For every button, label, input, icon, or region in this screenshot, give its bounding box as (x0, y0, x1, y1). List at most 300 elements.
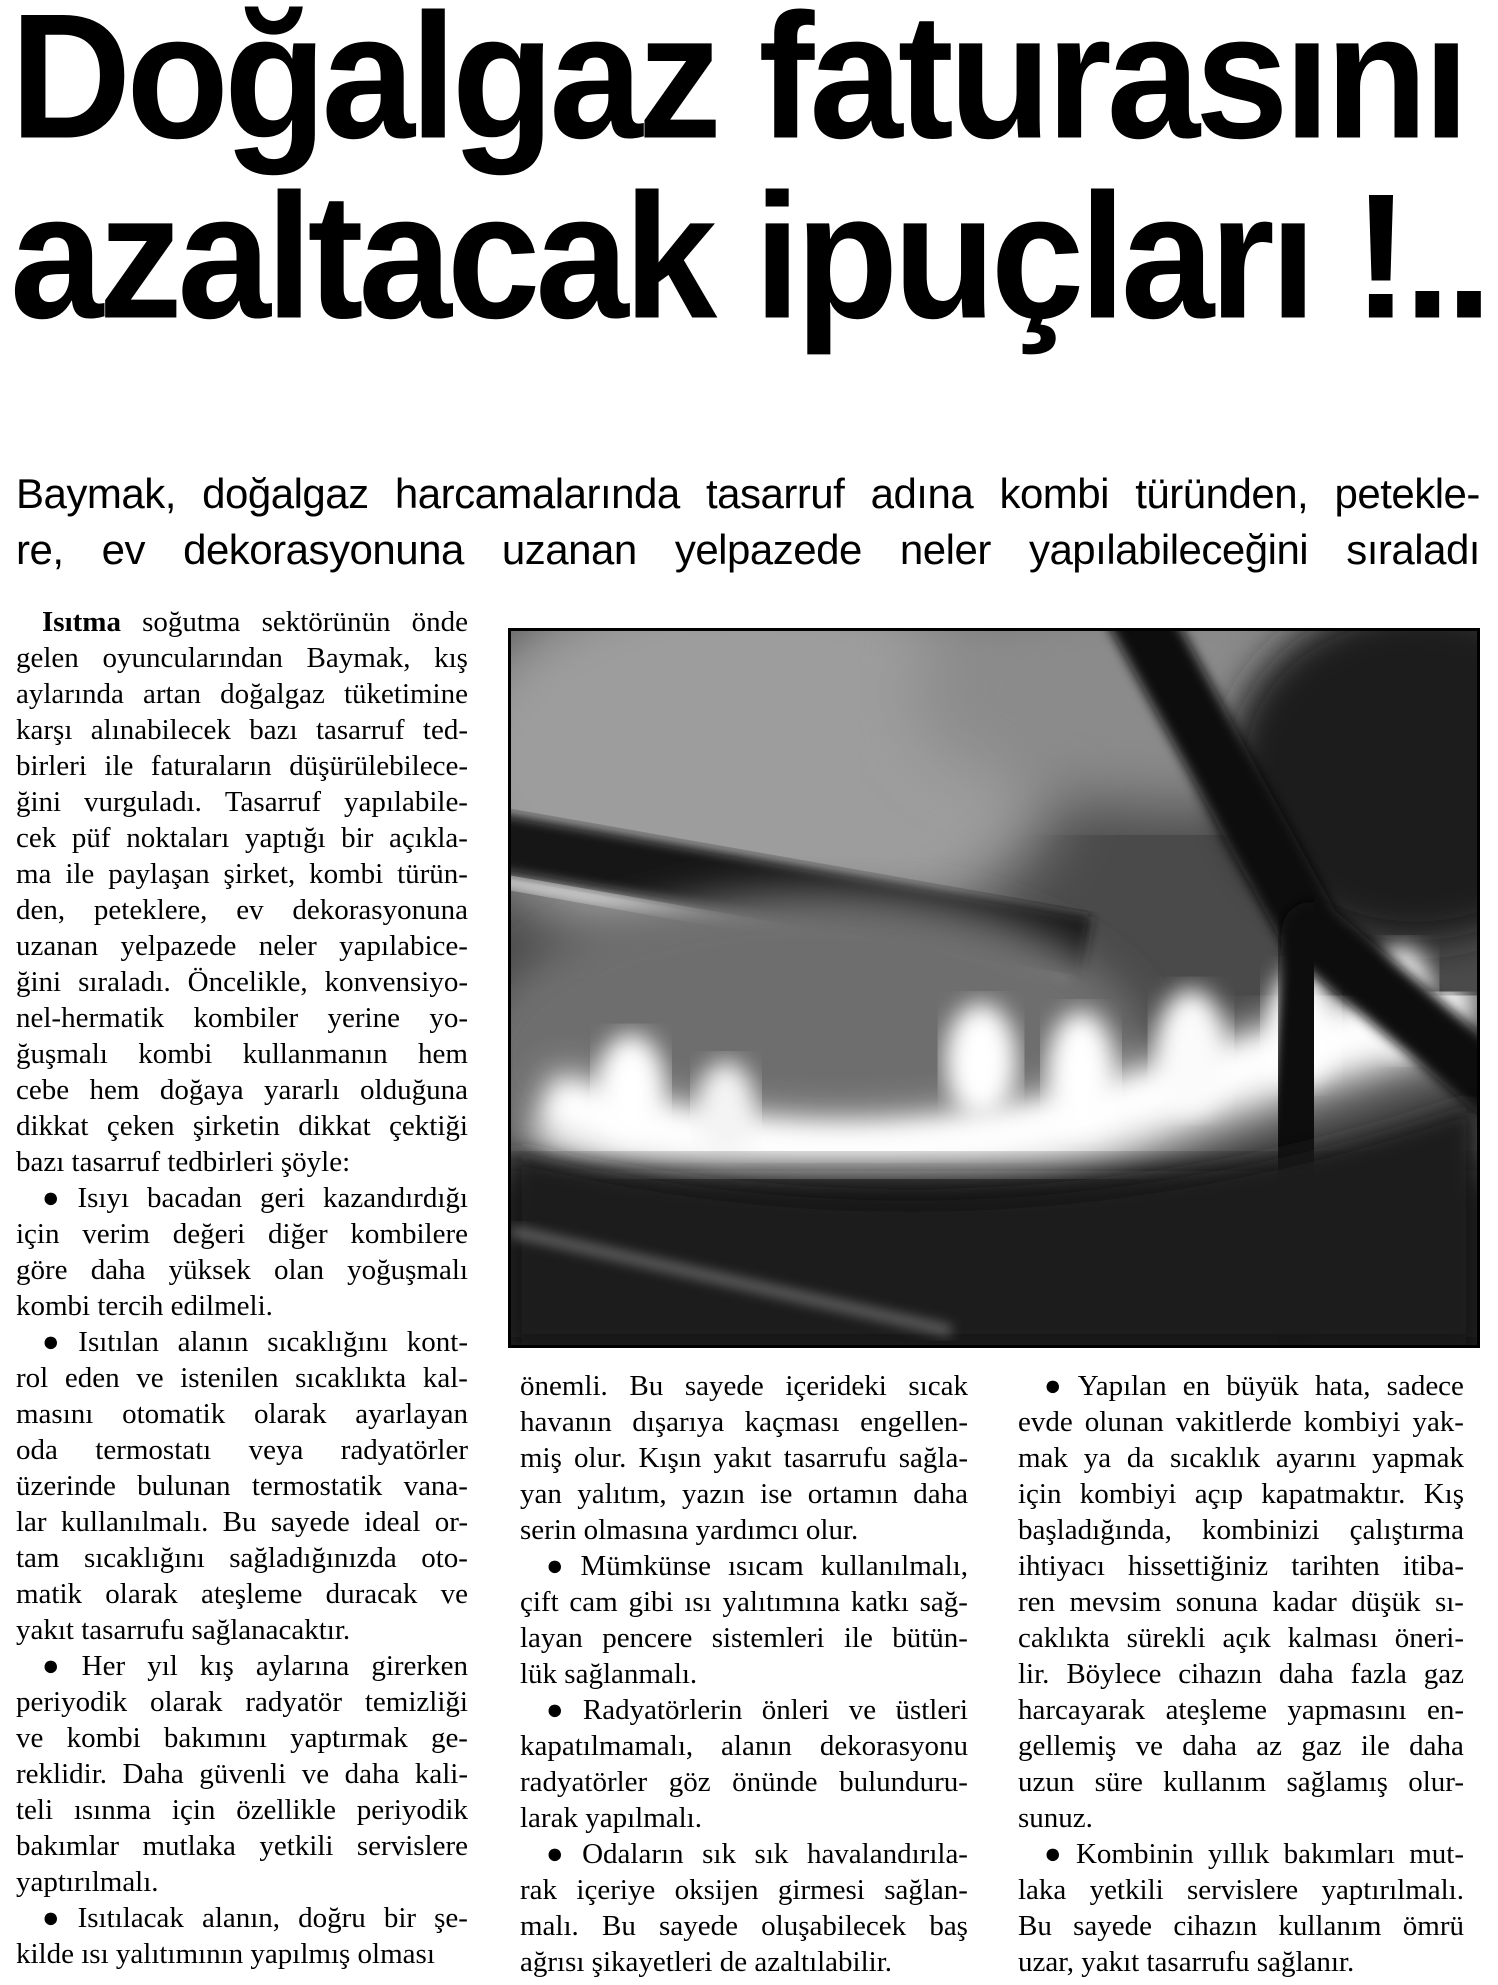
word: dikkat (298, 1110, 371, 1142)
word: tasarrufu (783, 1442, 887, 1474)
word: kali- (414, 1758, 468, 1790)
word: ğuşmalı (16, 1038, 108, 1070)
word: yalıtım, (577, 1478, 667, 1510)
word: rak (520, 1874, 558, 1906)
word: rol (16, 1362, 49, 1394)
word: az (1256, 1730, 1283, 1762)
body-text-line (1018, 1836, 1464, 1872)
word: neler (899, 526, 991, 573)
word: paylaşan (108, 858, 210, 890)
body-column-middle (520, 1368, 968, 1980)
word: petekle- (1334, 470, 1480, 517)
word: kullanılmalı. (60, 1506, 209, 1538)
word: lar (16, 1506, 47, 1538)
word: açıkla- (389, 822, 468, 854)
word: olduğuna (360, 1074, 468, 1106)
word: üstleri (895, 1694, 968, 1726)
body-text-line (1018, 1476, 1464, 1512)
word: kullanmanın (242, 1038, 388, 1070)
word: kalması (1287, 1622, 1378, 1654)
word: önleri (761, 1694, 830, 1726)
word: ● (1044, 1370, 1062, 1402)
body-text-line (16, 712, 468, 748)
word: için (1018, 1478, 1062, 1510)
body-text-line (16, 1360, 468, 1396)
word: ya (1083, 1442, 1112, 1474)
word: baş (929, 1910, 968, 1942)
word: içerideki (785, 1370, 887, 1402)
body-text-line (520, 1620, 968, 1656)
word: sıcaklığını (83, 1542, 205, 1574)
word: neler (258, 930, 317, 962)
word: düşürülebilece- (289, 750, 468, 782)
word: ev (101, 526, 145, 573)
word: gaz (1301, 1730, 1342, 1762)
word: göre (16, 1254, 68, 1286)
body-text-line (1018, 1908, 1464, 1944)
body-text-line (16, 604, 468, 640)
word: yıl (147, 1650, 178, 1682)
word: Kışın (638, 1442, 702, 1474)
word: ile (1360, 1730, 1390, 1762)
body-text-line (16, 1720, 468, 1756)
body-text-line (16, 1324, 468, 1360)
word: uzanan (16, 930, 99, 962)
word: daha (913, 1478, 968, 1510)
body-text-line (1018, 1440, 1464, 1476)
word: oyuncularından (102, 642, 283, 674)
word: cihazın (1173, 1910, 1258, 1942)
word: sağlamış (1286, 1766, 1388, 1798)
word: açıp (1194, 1478, 1244, 1510)
body-text-line (1018, 1548, 1464, 1584)
word: türün- (397, 858, 468, 890)
word: termostatik (251, 1470, 383, 1502)
word: yerine (327, 1002, 400, 1034)
word: güvenli (199, 1758, 287, 1790)
word: yetkili (1089, 1874, 1164, 1906)
word: tasarruf (315, 714, 405, 746)
word: kış (434, 642, 468, 674)
body-text-line (16, 928, 468, 964)
word: miş (520, 1442, 562, 1474)
word: en (1182, 1370, 1211, 1402)
word: yapılabile- (343, 786, 468, 818)
word: havanın (520, 1406, 612, 1438)
word: ateşleme (1165, 1694, 1268, 1726)
word: yakıt (713, 1442, 772, 1474)
word: uzun (1018, 1766, 1075, 1798)
word: Tasarruf (224, 786, 322, 818)
word: sağ- (919, 1586, 968, 1618)
word: ve (16, 1722, 44, 1754)
word: teli (16, 1794, 54, 1826)
word: ● (42, 1182, 60, 1214)
word: gibi (628, 1586, 674, 1618)
word: yazın (681, 1478, 745, 1510)
body-text-line (520, 1836, 968, 1872)
body-text-line (520, 1440, 968, 1476)
word: hissettiğiniz (1128, 1550, 1269, 1582)
body-text-line (1018, 1764, 1464, 1800)
word: soğutma (142, 606, 241, 638)
word: kullanım (1163, 1766, 1267, 1798)
word: aylarında (16, 678, 124, 710)
word: mut- (1409, 1838, 1464, 1870)
word: sayede (659, 1910, 738, 1942)
body-text-line (1018, 1368, 1464, 1404)
word: sıraladı. (78, 966, 171, 998)
word: ile (65, 858, 95, 890)
word: çalıştırma (1349, 1514, 1464, 1546)
word: ve (848, 1694, 877, 1726)
word: bir (383, 1902, 417, 1934)
word: cek (16, 822, 57, 854)
word: kombi (66, 1722, 141, 1754)
word: sayede (1073, 1910, 1153, 1942)
word: kombi (309, 858, 384, 890)
word: Bu (629, 1370, 664, 1402)
word: veya (248, 1434, 304, 1466)
word: radyatörler (340, 1434, 468, 1466)
word: vakitlerde (1175, 1406, 1292, 1438)
word: temizliği (364, 1686, 468, 1718)
body-text-line: uzar, yakıt tasarrufu sağlanır. (1018, 1946, 1355, 1978)
word: oda (16, 1434, 58, 1466)
word: ile (843, 1622, 873, 1654)
word: fazla (1350, 1658, 1407, 1690)
word: sağlan- (884, 1874, 968, 1906)
word: periyodik (356, 1794, 468, 1826)
body-text-line (520, 1908, 968, 1944)
word: oksijen (674, 1874, 759, 1906)
word: ayarını (1275, 1442, 1357, 1474)
word: ted- (422, 714, 468, 746)
word: Kombinin (1075, 1838, 1194, 1870)
body-text-line (520, 1692, 968, 1728)
word: Baymak, (16, 470, 176, 517)
word: oto- (421, 1542, 468, 1574)
body-text-line (1018, 1512, 1464, 1548)
word: kış (199, 1650, 234, 1682)
word: bir (341, 822, 374, 854)
word: mak (1018, 1442, 1068, 1474)
word: ideal (364, 1506, 421, 1538)
word: Yapılan (1077, 1370, 1167, 1402)
word: alanın (177, 1326, 249, 1358)
word: Isıtma (42, 606, 121, 638)
word: Odaların (582, 1838, 684, 1870)
word: Mümkünse (580, 1550, 711, 1582)
word: itiba- (1402, 1550, 1464, 1582)
headline (10, 0, 1488, 356)
body-text-line: yaptırılmalı. (16, 1866, 159, 1898)
word: layan (520, 1622, 583, 1654)
word: gelen (16, 642, 79, 674)
word: şirketin (192, 1110, 280, 1142)
word: dikkat (16, 1110, 89, 1142)
word: Isıyı (77, 1182, 130, 1214)
word: cihazın (1178, 1658, 1262, 1690)
word: ve (301, 1758, 330, 1790)
word: ● (42, 1902, 60, 1934)
word: çeken (106, 1110, 175, 1142)
word: girerken (371, 1650, 468, 1682)
word: büyük (1226, 1370, 1299, 1402)
word: reklidir. (16, 1758, 108, 1790)
word: ısınma (73, 1794, 152, 1826)
body-text-line (16, 1684, 468, 1720)
word: da (1126, 1442, 1155, 1474)
word: yararlı (263, 1074, 340, 1106)
word: başladığında, (1018, 1514, 1172, 1546)
word: kombiler (193, 1002, 299, 1034)
word: ihtiyacı (1018, 1550, 1105, 1582)
word: noktaları (126, 822, 230, 854)
word: mevsim (1069, 1586, 1162, 1618)
word: püf (71, 822, 111, 854)
subtitle (16, 466, 1480, 578)
word: sıraladı (1346, 526, 1480, 573)
word: doğalgaz (220, 678, 325, 710)
word: yelpazede (674, 526, 862, 573)
word: vana- (403, 1470, 468, 1502)
word: olur- (1408, 1766, 1464, 1798)
word: hem (418, 1038, 468, 1070)
word: bakımları (1283, 1838, 1395, 1870)
word: kombiyi (1079, 1478, 1177, 1510)
word: radyatör (245, 1686, 342, 1718)
word: termostatı (95, 1434, 212, 1466)
word: faturaların (150, 750, 272, 782)
word: sık (702, 1838, 736, 1870)
word: ● (546, 1694, 564, 1726)
body-text-line (16, 1180, 468, 1216)
word: bacadan (147, 1182, 242, 1214)
word: sadece (1386, 1370, 1464, 1402)
word: re, (16, 526, 64, 573)
word: öneri- (1394, 1622, 1464, 1654)
word: sürekli (1126, 1622, 1206, 1654)
word: geri (259, 1182, 306, 1214)
body-text-line (16, 1792, 468, 1828)
body-text-line: lük sağlanmalı. (520, 1658, 698, 1690)
subtitle-line-2 (16, 522, 1480, 578)
word: bakımlar (16, 1830, 120, 1862)
word: için (171, 1794, 216, 1826)
word: yalıtımına (722, 1586, 841, 1618)
word: kadar (1272, 1586, 1337, 1618)
word: Bu (1018, 1910, 1052, 1942)
word: gaz (1423, 1658, 1464, 1690)
word: servislere (1187, 1874, 1299, 1906)
word: kapatmaktır. (1261, 1478, 1406, 1510)
word: dışarıya (632, 1406, 725, 1438)
body-text-line (16, 820, 468, 856)
word: sıcaklığını (267, 1326, 389, 1358)
body-text-line (16, 1036, 468, 1072)
word: evde (1018, 1406, 1073, 1438)
word: daha (344, 1758, 400, 1790)
word: peteklere, (93, 894, 208, 926)
word: ortamın (807, 1478, 898, 1510)
word: üzerinde (16, 1470, 116, 1502)
word: katkı (850, 1586, 909, 1618)
word: ● (546, 1550, 564, 1582)
word: daha (1182, 1730, 1237, 1762)
body-text-line (1018, 1728, 1464, 1764)
word: değeri (172, 1218, 246, 1250)
word: Kış (1423, 1478, 1464, 1510)
body-text-line (16, 676, 468, 712)
word: istenilen (180, 1362, 279, 1394)
word: ve (1135, 1730, 1163, 1762)
word: kaçması (744, 1406, 840, 1438)
word: yıllık (1208, 1838, 1270, 1870)
body-text-line (520, 1584, 968, 1620)
word: çektiği (389, 1110, 468, 1142)
word: için (16, 1218, 60, 1250)
body-text-line (520, 1404, 968, 1440)
word: malı. (520, 1910, 579, 1942)
word: önde (411, 606, 468, 638)
word: havalandırıla- (806, 1838, 968, 1870)
body-text-line (16, 1072, 468, 1108)
word: ve (440, 1578, 468, 1610)
word: sektörünün (261, 606, 391, 638)
body-text-line (16, 1540, 468, 1576)
word: yapmak (1372, 1442, 1464, 1474)
body-text-line (520, 1368, 968, 1404)
word: or- (434, 1506, 468, 1538)
body-text-line (16, 1252, 468, 1288)
word: Daha (122, 1758, 184, 1790)
word: kombiyi (1303, 1406, 1401, 1438)
body-text-line (1018, 1656, 1464, 1692)
word: yapılabice- (339, 930, 468, 962)
word: olarak (105, 1578, 178, 1610)
word: ayarlayan (355, 1398, 468, 1430)
body-text-line (16, 964, 468, 1000)
word: yaptırmak (290, 1722, 408, 1754)
word: alanın (721, 1730, 792, 1762)
word: nel-hermatik (16, 1002, 165, 1034)
word: matik (16, 1578, 83, 1610)
word: Bu (602, 1910, 636, 1942)
body-column-right (1018, 1368, 1464, 1980)
body-column-left (16, 604, 468, 1972)
body-text-line: kilde ısı yalıtımının yapılmış olması (16, 1938, 435, 1970)
word: ● (546, 1838, 564, 1870)
word: sonuna (1175, 1586, 1258, 1618)
body-text-line: yakıt tasarrufu sağlanacaktır. (16, 1614, 351, 1646)
word: olarak (254, 1398, 327, 1430)
word: eden (64, 1362, 120, 1394)
word: yapmasını (1287, 1694, 1407, 1726)
word: ğini (16, 966, 62, 998)
word: ● (1044, 1838, 1062, 1870)
word: periyodik (16, 1686, 128, 1718)
word: yaptığı (244, 822, 326, 854)
body-text-line (16, 1576, 468, 1612)
word: dekorasyonu (819, 1730, 968, 1762)
word: sık (754, 1838, 789, 1870)
headline-line-1: Doğalgaz faturasını (10, 0, 1465, 176)
word: daha (90, 1254, 146, 1286)
word: Isıtılan (78, 1326, 159, 1358)
word: pencere (602, 1622, 693, 1654)
word: lir. (1018, 1658, 1050, 1690)
word: şe- (434, 1902, 468, 1934)
word: girmesi (777, 1874, 865, 1906)
word: duracak (325, 1578, 418, 1610)
body-text-line (520, 1548, 968, 1584)
body-text-line (520, 1476, 968, 1512)
word: en- (1426, 1694, 1464, 1726)
word: doğru (298, 1902, 366, 1934)
word: tarihten (1291, 1550, 1380, 1582)
word: olan (274, 1254, 324, 1286)
word: dekorasyonuna (292, 894, 468, 926)
word: sayede (270, 1506, 350, 1538)
word: ısıcam (727, 1550, 804, 1582)
subtitle-line-1 (16, 466, 1480, 522)
word: bazı (249, 714, 298, 746)
word: bütün- (892, 1622, 968, 1654)
word: laka (1018, 1874, 1067, 1906)
body-text-line (16, 892, 468, 928)
word: sıcak (908, 1370, 968, 1402)
word: masını (16, 1398, 94, 1430)
word: den, (16, 894, 66, 926)
word: dekorasyonuna (183, 526, 464, 573)
word: gellemiş (1018, 1730, 1117, 1762)
word: engellen- (860, 1406, 968, 1438)
word: sayede (684, 1370, 764, 1402)
word: hata, (1314, 1370, 1371, 1402)
body-text-line: sunuz. (1018, 1802, 1093, 1834)
word: açık (1222, 1622, 1271, 1654)
body-text-line (16, 1432, 468, 1468)
body-text-line (1018, 1692, 1464, 1728)
word: kont- (406, 1326, 468, 1358)
body-text-line (16, 640, 468, 676)
body-text-line (16, 1108, 468, 1144)
word: sistemleri (711, 1622, 825, 1654)
word: önemli. (520, 1370, 608, 1402)
word: ren (1018, 1586, 1056, 1618)
word: tam (16, 1542, 60, 1574)
body-text-line (520, 1872, 968, 1908)
body-text-line (16, 1396, 468, 1432)
word: sağla- (898, 1442, 968, 1474)
word: kazandırdığı (323, 1182, 468, 1214)
word: adına (870, 470, 974, 517)
word: Öncelikle, (187, 966, 308, 998)
word: ateşleme (200, 1578, 303, 1610)
body-text-line (16, 1648, 468, 1684)
word: ile (104, 750, 134, 782)
word: Böylece (1066, 1658, 1162, 1690)
photo-illustration (511, 631, 1477, 1345)
body-text-line (16, 748, 468, 784)
word: cebe (16, 1074, 70, 1106)
word: ve (136, 1362, 164, 1394)
body-text-line (16, 1756, 468, 1792)
word: diğer (268, 1218, 328, 1250)
body-text-line (520, 1728, 968, 1764)
word: ● (42, 1326, 60, 1358)
